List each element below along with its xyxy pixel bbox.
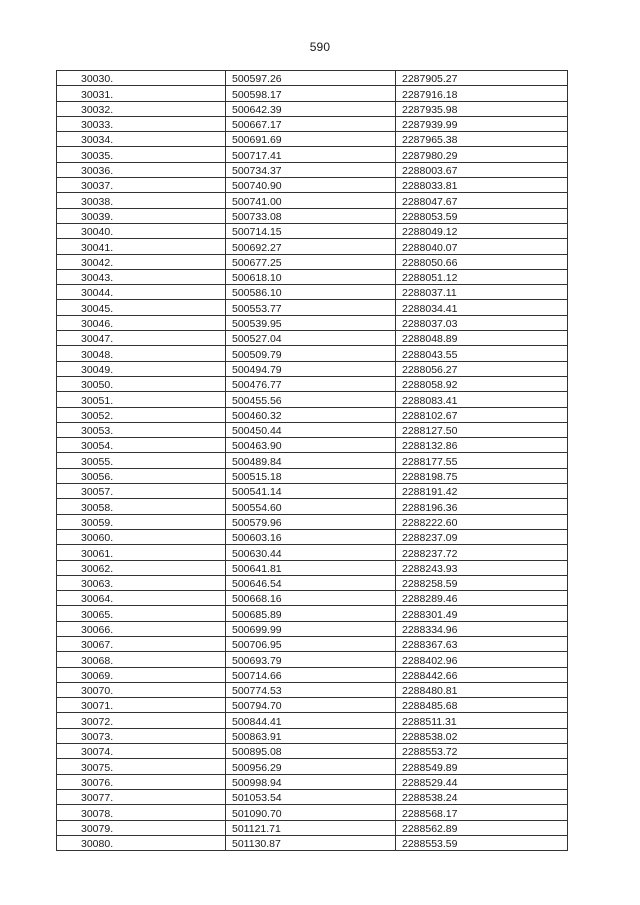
y-coordinate-cell: 2287980.29 [396, 147, 568, 162]
table-row [57, 438, 568, 453]
x-coordinate-cell: 500553.77 [226, 300, 396, 315]
x-coordinate-cell: 500863.91 [226, 728, 396, 743]
point-number-cell: 30068. [57, 652, 226, 667]
y-coordinate-cell: 2288237.72 [396, 545, 568, 560]
point-number-cell: 30039. [57, 208, 226, 223]
point-number-cell: 30069. [57, 667, 226, 682]
table-row [57, 759, 568, 774]
x-coordinate-cell: 500714.15 [226, 223, 396, 238]
x-coordinate-cell: 501053.54 [226, 789, 396, 804]
y-coordinate-cell: 2287916.18 [396, 86, 568, 101]
table-row [57, 468, 568, 483]
point-number-cell: 30046. [57, 315, 226, 330]
point-number-cell: 30062. [57, 560, 226, 575]
x-coordinate-cell: 500717.41 [226, 147, 396, 162]
point-number-cell: 30041. [57, 239, 226, 254]
table-row [57, 285, 568, 300]
y-coordinate-cell: 2288033.81 [396, 178, 568, 193]
point-number-cell: 30057. [57, 484, 226, 499]
y-coordinate-cell: 2288049.12 [396, 223, 568, 238]
y-coordinate-cell: 2288037.03 [396, 315, 568, 330]
x-coordinate-cell: 500733.08 [226, 208, 396, 223]
y-coordinate-cell: 2288198.75 [396, 468, 568, 483]
x-coordinate-cell: 500515.18 [226, 468, 396, 483]
point-number-cell: 30067. [57, 636, 226, 651]
y-coordinate-cell: 2288243.93 [396, 560, 568, 575]
y-coordinate-cell: 2288191.42 [396, 484, 568, 499]
point-number-cell: 30080. [57, 835, 226, 850]
x-coordinate-cell: 500956.29 [226, 759, 396, 774]
y-coordinate-cell: 2288237.09 [396, 529, 568, 544]
x-coordinate-cell: 500699.99 [226, 621, 396, 636]
point-number-cell: 30074. [57, 744, 226, 759]
point-number-cell: 30064. [57, 591, 226, 606]
x-coordinate-cell: 500463.90 [226, 438, 396, 453]
y-coordinate-cell: 2288334.96 [396, 621, 568, 636]
table-row [57, 529, 568, 544]
y-coordinate-cell: 2288442.66 [396, 667, 568, 682]
x-coordinate-cell: 500641.81 [226, 560, 396, 575]
table-row [57, 392, 568, 407]
table-row [57, 606, 568, 621]
table-row [57, 361, 568, 376]
x-coordinate-cell: 500489.84 [226, 453, 396, 468]
coordinates-table [56, 70, 568, 851]
y-coordinate-cell: 2288127.50 [396, 422, 568, 437]
table-row [57, 636, 568, 651]
x-coordinate-cell: 500527.04 [226, 331, 396, 346]
x-coordinate-cell: 500642.39 [226, 101, 396, 116]
table-row [57, 805, 568, 820]
y-coordinate-cell: 2288040.07 [396, 239, 568, 254]
y-coordinate-cell: 2287939.99 [396, 116, 568, 131]
table-row [57, 728, 568, 743]
y-coordinate-cell: 2288196.36 [396, 499, 568, 514]
y-coordinate-cell: 2288047.67 [396, 193, 568, 208]
y-coordinate-cell: 2288367.63 [396, 636, 568, 651]
y-coordinate-cell: 2288529.44 [396, 774, 568, 789]
y-coordinate-cell: 2288003.67 [396, 162, 568, 177]
table-row [57, 162, 568, 177]
y-coordinate-cell: 2287905.27 [396, 71, 568, 86]
y-coordinate-cell: 2288258.59 [396, 575, 568, 590]
table-row [57, 820, 568, 835]
x-coordinate-cell: 500895.08 [226, 744, 396, 759]
table-row [57, 254, 568, 269]
point-number-cell: 30059. [57, 514, 226, 529]
y-coordinate-cell: 2288289.46 [396, 591, 568, 606]
table-row [57, 223, 568, 238]
table-row [57, 71, 568, 86]
y-coordinate-cell: 2288132.86 [396, 438, 568, 453]
point-number-cell: 30061. [57, 545, 226, 560]
table-row [57, 560, 568, 575]
table-row [57, 422, 568, 437]
x-coordinate-cell: 500998.94 [226, 774, 396, 789]
y-coordinate-cell: 2288222.60 [396, 514, 568, 529]
point-number-cell: 30037. [57, 178, 226, 193]
y-coordinate-cell: 2288058.92 [396, 376, 568, 391]
x-coordinate-cell: 500740.90 [226, 178, 396, 193]
point-number-cell: 30063. [57, 575, 226, 590]
point-number-cell: 30050. [57, 376, 226, 391]
x-coordinate-cell: 501130.87 [226, 835, 396, 850]
table-row [57, 208, 568, 223]
x-coordinate-cell: 500734.37 [226, 162, 396, 177]
table-row [57, 269, 568, 284]
point-number-cell: 30056. [57, 468, 226, 483]
point-number-cell: 30076. [57, 774, 226, 789]
point-number-cell: 30072. [57, 713, 226, 728]
point-number-cell: 30032. [57, 101, 226, 116]
x-coordinate-cell: 500476.77 [226, 376, 396, 391]
y-coordinate-cell: 2288102.67 [396, 407, 568, 422]
point-number-cell: 30078. [57, 805, 226, 820]
x-coordinate-cell: 500541.14 [226, 484, 396, 499]
table-row [57, 132, 568, 147]
table-row [57, 499, 568, 514]
point-number-cell: 30036. [57, 162, 226, 177]
point-number-cell: 30034. [57, 132, 226, 147]
y-coordinate-cell: 2288553.72 [396, 744, 568, 759]
y-coordinate-cell: 2288301.49 [396, 606, 568, 621]
table-row [57, 101, 568, 116]
x-coordinate-cell: 500741.00 [226, 193, 396, 208]
x-coordinate-cell: 500685.89 [226, 606, 396, 621]
x-coordinate-cell: 500691.69 [226, 132, 396, 147]
table-row [57, 682, 568, 697]
point-number-cell: 30054. [57, 438, 226, 453]
coordinates-table-body [57, 71, 568, 851]
y-coordinate-cell: 2288177.55 [396, 453, 568, 468]
table-row [57, 744, 568, 759]
x-coordinate-cell: 500677.25 [226, 254, 396, 269]
x-coordinate-cell: 500667.17 [226, 116, 396, 131]
y-coordinate-cell: 2288402.96 [396, 652, 568, 667]
table-row [57, 591, 568, 606]
table-row [57, 652, 568, 667]
x-coordinate-cell: 500450.44 [226, 422, 396, 437]
y-coordinate-cell: 2288083.41 [396, 392, 568, 407]
table-row [57, 621, 568, 636]
table-row [57, 514, 568, 529]
point-number-cell: 30077. [57, 789, 226, 804]
table-row [57, 116, 568, 131]
x-coordinate-cell: 500597.26 [226, 71, 396, 86]
point-number-cell: 30033. [57, 116, 226, 131]
x-coordinate-cell: 500668.16 [226, 591, 396, 606]
y-coordinate-cell: 2288037.11 [396, 285, 568, 300]
table-row [57, 239, 568, 254]
x-coordinate-cell: 501121.71 [226, 820, 396, 835]
y-coordinate-cell: 2288050.66 [396, 254, 568, 269]
table-row [57, 545, 568, 560]
x-coordinate-cell: 500794.70 [226, 698, 396, 713]
point-number-cell: 30060. [57, 529, 226, 544]
x-coordinate-cell: 500460.32 [226, 407, 396, 422]
x-coordinate-cell: 500706.95 [226, 636, 396, 651]
point-number-cell: 30052. [57, 407, 226, 422]
point-number-cell: 30030. [57, 71, 226, 86]
y-coordinate-cell: 2288562.89 [396, 820, 568, 835]
y-coordinate-cell: 2288549.89 [396, 759, 568, 774]
x-coordinate-cell: 500579.96 [226, 514, 396, 529]
y-coordinate-cell: 2288553.59 [396, 835, 568, 850]
x-coordinate-cell: 500693.79 [226, 652, 396, 667]
table-row [57, 453, 568, 468]
y-coordinate-cell: 2288051.12 [396, 269, 568, 284]
y-coordinate-cell: 2288043.55 [396, 346, 568, 361]
table-row [57, 376, 568, 391]
point-number-cell: 30065. [57, 606, 226, 621]
y-coordinate-cell: 2287965.38 [396, 132, 568, 147]
point-number-cell: 30066. [57, 621, 226, 636]
x-coordinate-cell: 500603.16 [226, 529, 396, 544]
point-number-cell: 30038. [57, 193, 226, 208]
x-coordinate-cell: 500455.56 [226, 392, 396, 407]
y-coordinate-cell: 2288480.81 [396, 682, 568, 697]
table-row [57, 147, 568, 162]
point-number-cell: 30073. [57, 728, 226, 743]
point-number-cell: 30042. [57, 254, 226, 269]
table-row [57, 86, 568, 101]
x-coordinate-cell: 500509.79 [226, 346, 396, 361]
table-row [57, 713, 568, 728]
point-number-cell: 30058. [57, 499, 226, 514]
point-number-cell: 30045. [57, 300, 226, 315]
table-row [57, 484, 568, 499]
point-number-cell: 30071. [57, 698, 226, 713]
y-coordinate-cell: 2288053.59 [396, 208, 568, 223]
y-coordinate-cell: 2288485.68 [396, 698, 568, 713]
table-row [57, 331, 568, 346]
y-coordinate-cell: 2288056.27 [396, 361, 568, 376]
y-coordinate-cell: 2288511.31 [396, 713, 568, 728]
x-coordinate-cell: 500774.53 [226, 682, 396, 697]
y-coordinate-cell: 2288034.41 [396, 300, 568, 315]
y-coordinate-cell: 2288048.89 [396, 331, 568, 346]
point-number-cell: 30053. [57, 422, 226, 437]
point-number-cell: 30043. [57, 269, 226, 284]
y-coordinate-cell: 2287935.98 [396, 101, 568, 116]
point-number-cell: 30070. [57, 682, 226, 697]
point-number-cell: 30035. [57, 147, 226, 162]
table-row [57, 789, 568, 804]
x-coordinate-cell: 500554.60 [226, 499, 396, 514]
x-coordinate-cell: 500586.10 [226, 285, 396, 300]
table-row [57, 575, 568, 590]
table-row [57, 835, 568, 850]
x-coordinate-cell: 500539.95 [226, 315, 396, 330]
point-number-cell: 30047. [57, 331, 226, 346]
x-coordinate-cell: 501090.70 [226, 805, 396, 820]
x-coordinate-cell: 500598.17 [226, 86, 396, 101]
point-number-cell: 30051. [57, 392, 226, 407]
table-row [57, 774, 568, 789]
x-coordinate-cell: 500714.66 [226, 667, 396, 682]
table-row [57, 315, 568, 330]
table-row [57, 698, 568, 713]
point-number-cell: 30075. [57, 759, 226, 774]
x-coordinate-cell: 500844.41 [226, 713, 396, 728]
table-row [57, 178, 568, 193]
y-coordinate-cell: 2288538.02 [396, 728, 568, 743]
table-row [57, 300, 568, 315]
y-coordinate-cell: 2288538.24 [396, 789, 568, 804]
y-coordinate-cell: 2288568.17 [396, 805, 568, 820]
table-row [57, 346, 568, 361]
point-number-cell: 30055. [57, 453, 226, 468]
x-coordinate-cell: 500618.10 [226, 269, 396, 284]
table-row [57, 667, 568, 682]
point-number-cell: 30079. [57, 820, 226, 835]
table-row [57, 407, 568, 422]
point-number-cell: 30049. [57, 361, 226, 376]
table-row [57, 193, 568, 208]
x-coordinate-cell: 500630.44 [226, 545, 396, 560]
point-number-cell: 30040. [57, 223, 226, 238]
x-coordinate-cell: 500646.54 [226, 575, 396, 590]
x-coordinate-cell: 500692.27 [226, 239, 396, 254]
x-coordinate-cell: 500494.79 [226, 361, 396, 376]
page-number: 590 [309, 40, 331, 54]
point-number-cell: 30044. [57, 285, 226, 300]
point-number-cell: 30031. [57, 86, 226, 101]
point-number-cell: 30048. [57, 346, 226, 361]
